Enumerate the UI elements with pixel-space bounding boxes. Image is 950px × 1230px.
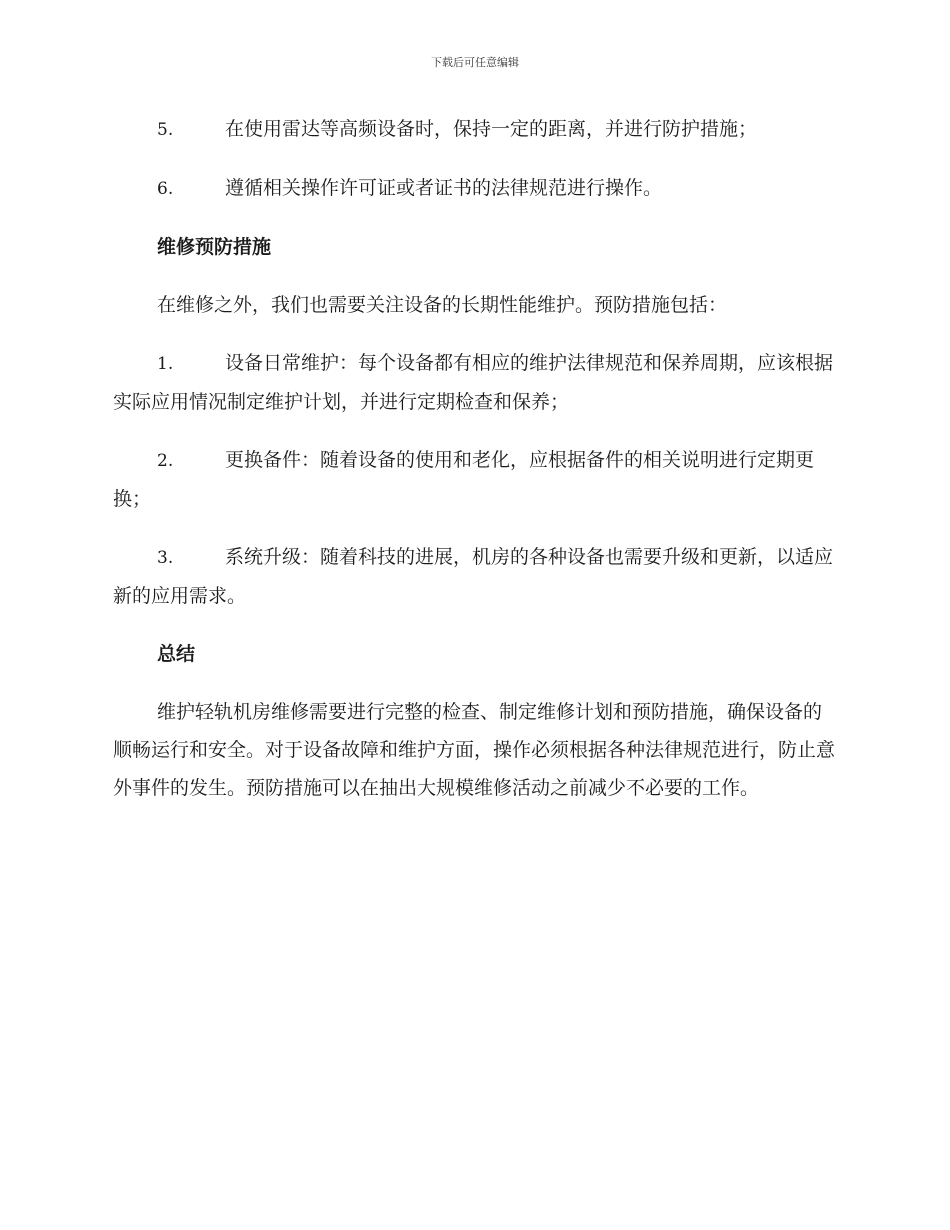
section-heading-prevention: 维修预防措施 <box>157 236 272 258</box>
list-item <box>113 538 835 615</box>
list-number: 3. <box>157 548 174 568</box>
list-number: 5. <box>157 120 174 140</box>
list-number: 2. <box>157 451 174 471</box>
list-text: 设备日常维护：每个设备都有相应的维护法律规范和保养周期，应该根据实际应用情况制定维护计划，并进行定期检查和保养； <box>113 352 834 413</box>
list-number: 6. <box>157 179 174 199</box>
list-item <box>113 441 835 518</box>
list-item <box>113 169 835 208</box>
list-item <box>113 344 835 421</box>
list-item <box>113 110 835 149</box>
list-text: 遵循相关操作许可证或者证书的法律规范进行操作。 <box>225 177 663 199</box>
list-text: 系统升级：随着科技的进展，机房的各种设备也需要升级和更新，以适应新的应用需求。 <box>113 546 834 607</box>
document-body <box>113 110 835 827</box>
prevention-intro: 在维修之外，我们也需要关注设备的长期性能维护。预防措施包括： <box>157 294 728 316</box>
summary-paragraph: 维护轻轨机房维修需要进行完整的检查、制定维修计划和预防措施，确保设备的顺畅运行和安全。对于设备故障和维护方面，操作必须根据各种法律规范进行，防止意外事件的发生。预防措施可以在抽出大规模维修活动之前减少不必要的工作。 <box>113 701 836 799</box>
page-header: 下载后可任意编辑 <box>431 56 519 69</box>
list-text: 在使用雷达等高频设备时，保持一定的距离，并进行防护措施； <box>225 118 758 140</box>
list-text: 更换备件：随着设备的使用和老化，应根据备件的相关说明进行定期更换； <box>113 449 815 510</box>
list-number: 1. <box>157 354 174 374</box>
section-heading-summary: 总结 <box>157 643 196 665</box>
